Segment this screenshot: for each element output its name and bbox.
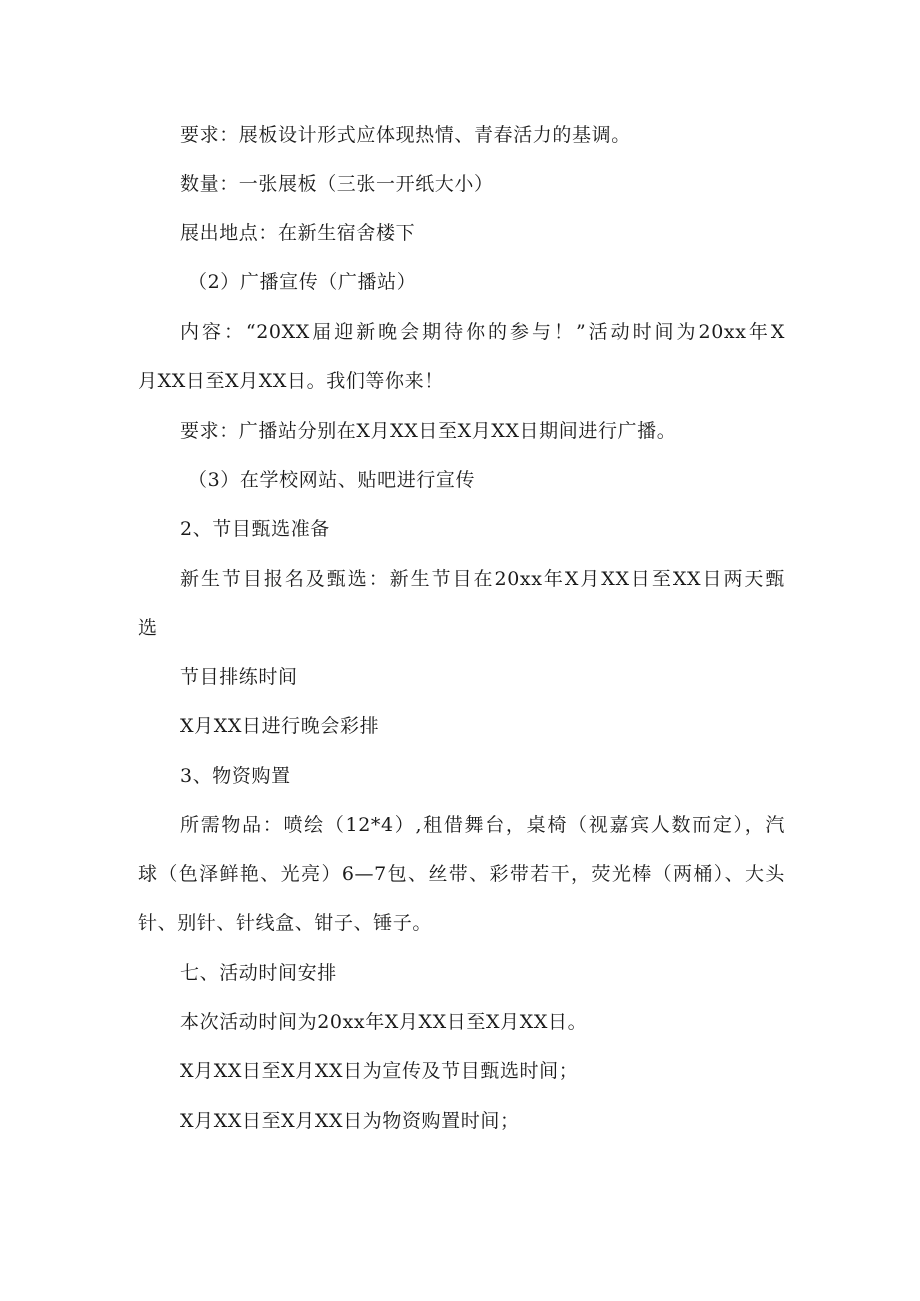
materials-list-line-2: 球（色泽鲜艳、光亮）6—7包、丝带、彩带若干，荧光棒（两桶）、大头: [138, 863, 785, 885]
materials-list-line-1: 所需物品：喷绘（12*4）,租借舞台，桌椅（视嘉宾人数而定），汽: [180, 814, 785, 836]
website-promotion-heading: （3）在学校网站、贴吧进行宣传: [188, 469, 476, 491]
activity-period: 本次活动时间为20xx年X月XX日至X月XX日。: [180, 1011, 588, 1033]
display-board-requirement: 要求：展板设计形式应体现热情、青春活力的基调。: [180, 124, 631, 146]
program-signup-line-1: 新生节目报名及甄选：新生节目在20xx年X月XX日至XX日两天甄: [180, 568, 785, 590]
rehearsal-time: 节目排练时间: [180, 666, 298, 688]
purchase-period: X月XX日至X月XX日为物资购置时间；: [180, 1110, 520, 1132]
radio-promotion-heading: （2）广播宣传（广播站）: [188, 271, 417, 293]
materials-list-line-3: 针、别针、针线盒、钳子、锤子。: [138, 912, 433, 934]
display-location: 展出地点：在新生宿舍楼下: [180, 222, 416, 244]
promotion-period: X月XX日至X月XX日为宣传及节目甄选时间；: [180, 1060, 579, 1082]
materials-heading: 3、物资购置: [180, 765, 291, 787]
dress-rehearsal: X月XX日进行晚会彩排: [180, 715, 380, 737]
program-selection-heading: 2、节目甄选准备: [180, 518, 330, 540]
display-board-quantity: 数量：一张展板（三张一开纸大小）: [180, 173, 494, 195]
radio-content-line-2: 月XX日至X月XX日。我们等你来！: [138, 370, 444, 392]
radio-content-line-1: 内容：“20XX届迎新晚会期待你的参与！”活动时间为20xx年X: [180, 321, 785, 343]
radio-requirement: 要求：广播站分别在X月XX日至X月XX日期间进行广播。: [180, 420, 677, 442]
program-signup-line-2: 选: [138, 617, 158, 639]
schedule-heading: 七、活动时间安排: [180, 962, 337, 984]
